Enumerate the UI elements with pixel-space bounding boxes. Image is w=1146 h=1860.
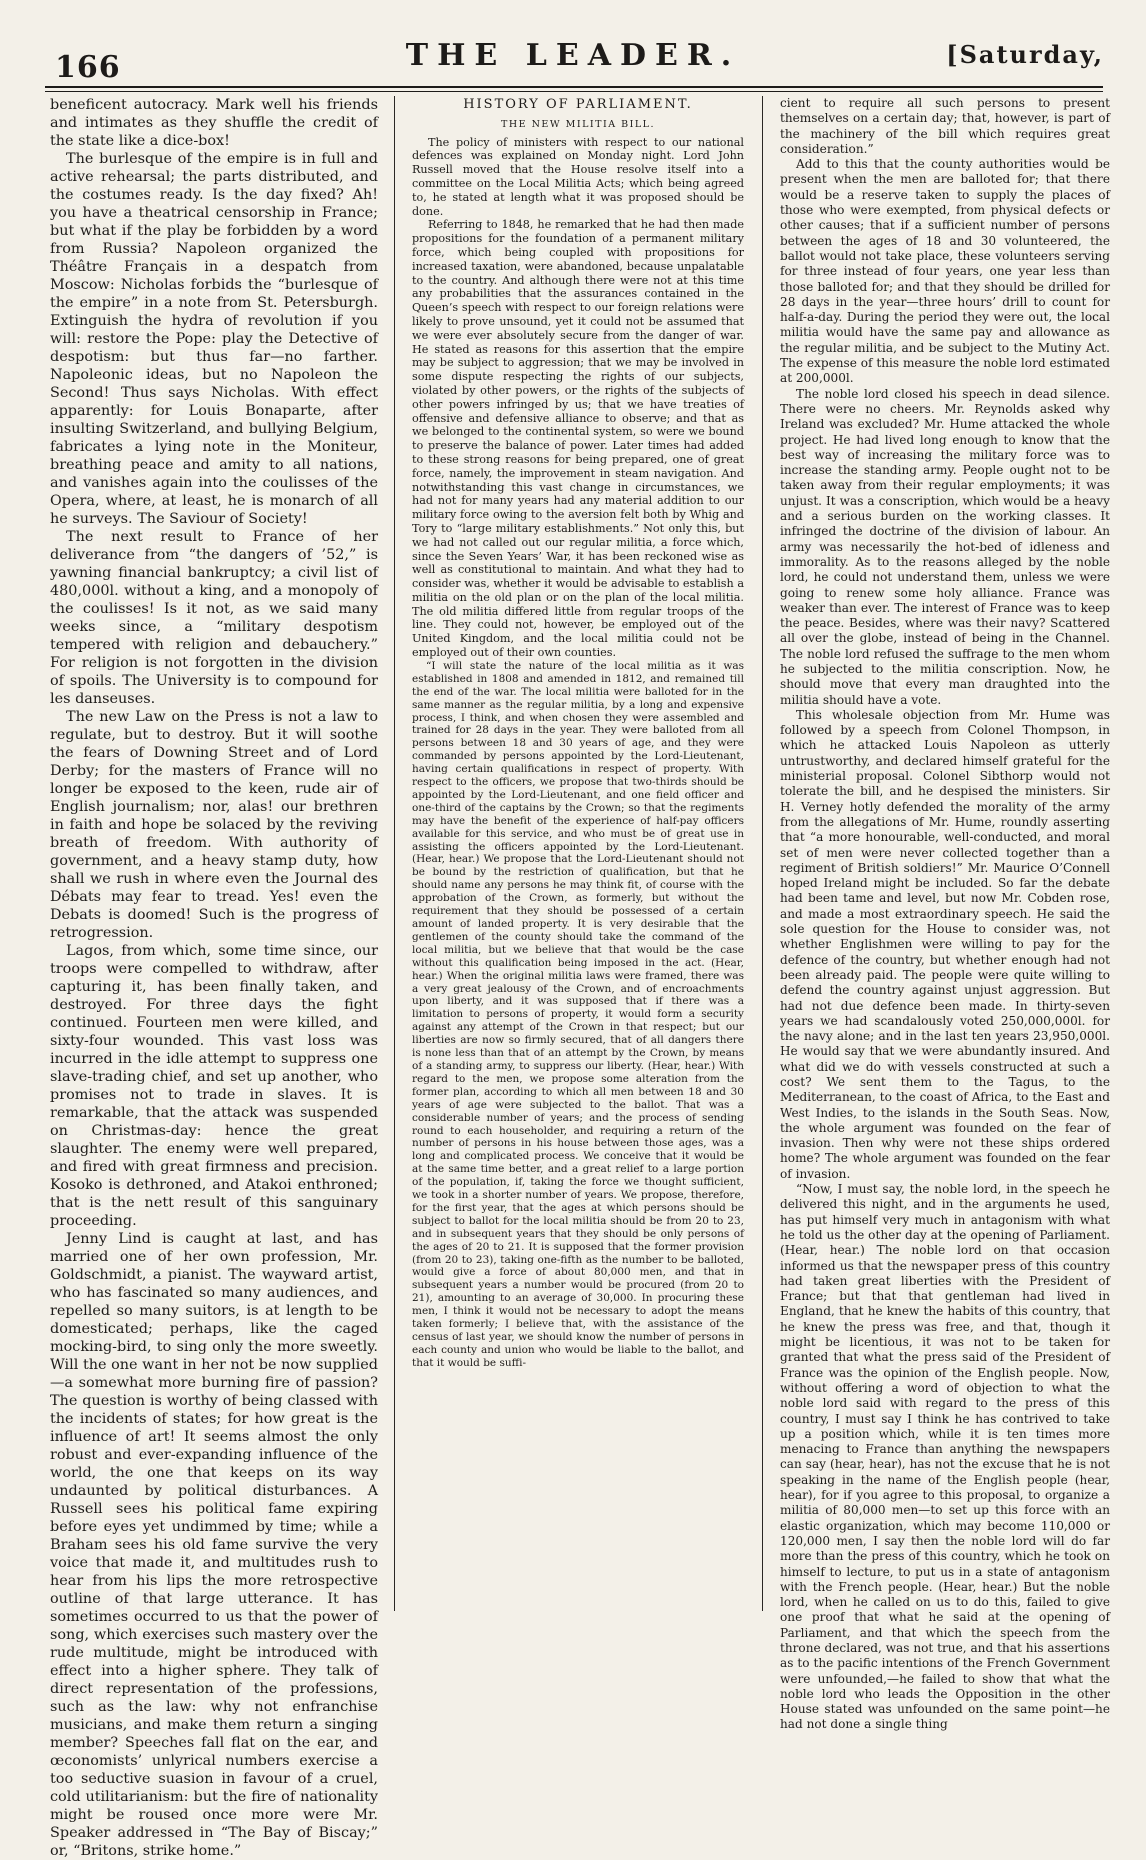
paragraph: The new Law on the Press is not a law to regulate, but to destroy. But it will soothe the fears of Downing Street and of Lord Derby; for the masters of France will no longer be exposed to the keen, rude air of English journalism; nor, alas! our brethren in faith and hope be solaced by the reviving breath of freedom. With authority of government, and a heavy stamp duty, how shall we rush in where even the Journal des Débats may fear to tread. Yes! even the Debats is doomed! Such is the progress of retrogression.	[50, 709, 378, 941]
article-subtitle: THE NEW MILITIA BILL.	[501, 118, 655, 130]
column-divider	[762, 96, 763, 1611]
column-left	[50, 96, 378, 1859]
paragraph: “Now, I must say, the noble lord, in the speech he delivered this night, and in the arguments he used, has put himself very much in antagonism with what he told us the other day at the opening of Parliament. (Hear, hear.) The noble lord on that occasion informed us that the newspaper press of this country had taken great liberties with the President of France; but that that gentleman had lived in England, that he knew the habits of this country, that he knew the press was free, and that, though it might be licentious, it was not to be taken for granted that what the press said of the President of France was the opinion of the English people. Now, without offering a word of objection to what the noble lord said with regard to the press of this country, I must say I think he has contrived to take up a position which, while it is ten times more menacing to France than anything the newspapers can say (hear, hear), has not the excuse that he is not speaking in the name of the English people (hear, hear), for if you agree to this proposal, to organize a militia of 80,000 men—to set up this force with an elastic organization, which may become 110,000 or 120,000 men, I say then the noble lord will do far more than the press of this country, which he took on himself to lecture, to put us in a state of antagonism with the French people. (Hear, hear.) But the noble lord, when he called on us to do this, failed to give one proof that what he said at the opening of Parliament, and that which the speech from the throne declared, was not true, and that his assertions as to the pacific intentions of the French Government were unfounded,—he failed to show that what the noble lord who leads the Opposition in the other House stated was unfounded on the same point—he had not done a single thing	[780, 1182, 1110, 1732]
header-day: [Saturday,	[946, 40, 1104, 69]
masthead-title: THE LEADER.	[405, 38, 741, 73]
page-header	[0, 0, 1146, 92]
paragraph: The burlesque of the empire is in full and active rehearsal; the parts distributed, and the costumes ready. Is the day fixed? Ah! you have a theatrical censorship in France; but what if the play be forbidden by a word from Russia? Napoleon organized the Théâtre Français in a despatch from Moscow: Nicholas forbids the “burlesque of the empire” in a note from St. Petersburgh. Extinguish the hydra of revolution if you will: restore the Pope: play the Detective of despotism: but thus far—no farther. Napoleonic ideas, but no Napoleon the Second! Thus says Nicholas. With effect apparently: for Louis Bonaparte, after insulting Switzerland, and bullying Belgium, fabricates a lying note in the Moniteur, breathing peace and amity to all nations, and vanishes again into the coulisses of the Opera, where, at least, he is monarch of all he surveys. The Saviour of Society!	[50, 151, 378, 527]
column-divider	[394, 96, 395, 1611]
quoted-speech: “I will state the nature of the local militia as it was established in 1808 and amended in 1812, and remained till the end of the war. The local militia were balloted for in the same manner as the regular militia, by a long and expensive process, I think, and when chosen they were assembled and trained for 28 days in the year. They were balloted from all persons between 18 and 30 years of age, and they were commanded by persons appointed by the Lord-Lieutenant, having certain qualifications in respect of property. With respect to the officers, we propose that two-thirds should be appointed by the Lord-Lieutenant, and one field officer and one-third of the captains by the Crown; so that the regiments may have the benefit of the experience of half-pay officers available for this service, and who must be of great use in assisting the officers appointed by the Lord-Lieutenant. (Hear, hear.) We propose that the Lord-Lieutenant should not be bound by the restriction of qualification, but that he should name any persons he may think fit, of course with the approbation of the Crown, as formerly, but without the requirement that they should be possessed of a certain amount of landed property. It is very desirable that the gentlemen of the county should take the command of the local militia, but we believe that that would be the case without this qualification being imposed in the act. (Hear, hear.) When the original militia laws were framed, there was a very great jealousy of the Crown, and of encroachments upon liberty, and it was supposed that if there was a limitation to persons of property, it would form a security against any attempt of the Crown in that respect; but our liberties are now so firmly secured, that of all dangers there is none less than that of an attempt by the Crown, by means of a standing army, to suppress our liberty. (Hear, hear.) With regard to the men, we propose some alteration from the former plan, according to which all men between 18 and 30 years of age were subjected to the ballot. That was a considerable number of years; and the process of sending round to each householder, and requiring a return of the number of persons in his house between those ages, was a long and complicated process. We conceive that it would be at the same time better, and a great relief to a large portion of the population, if, taking the force we thought sufficient, we took in a shorter number of years. We propose, therefore, for the first year, that the ages at which persons should be subject to ballot for the local militia should be from 20 to 23, and in subsequent years that they should be only persons of the ages of 20 to 21. It is supposed that the former provision (from 20 to 23), taking one-fifth as the number to be balloted, would give a force of about 80,000 men, and that in subsequent years a number would be procured (from 20 to 21), amounting to an average of 30,000. In procuring these men, I think it would not be necessary to adopt the means taken formerly; I believe that, with the assistance of the census of last year, we should know the number of persons in each county and union who would be liable to the ballot, and that it would be suffi-	[412, 659, 744, 1369]
column-right	[780, 96, 1110, 1732]
paragraph: The policy of ministers with respect to our national defences was explained on Monday night. Lord John Russell moved that the House resolve itself into a committee on the Local Militia Acts; which being agreed to, he stated at length what it was proposed should be done.	[412, 135, 744, 218]
header-rule-thin	[45, 91, 1103, 92]
paragraph: The noble lord closed his speech in dead silence. There were no cheers. Mr. Reynolds asked why Ireland was excluded? Mr. Hume attacked the whole project. He had lived long enough to know that the best way of increasing the military force was to increase the standing army. People ought not to be taken away from their regular employments; it was unjust. It was a conscription, which would be a heavy and a serious burden on the working classes. It infringed the doctrine of the division of labour. An army was necessarily the hot-bed of idleness and immorality. As to the reasons alleged by the noble lord, he could not understand them, unless we were going to renew some holy alliance. France was weaker than ever. The interest of France was to keep the peace. Besides, where was their navy? Scattered all over the globe, instead of being in the Channel. The noble lord refused the suffrage to the men whom he subjected to the militia conscription. Now, he should move that every man draughted into the militia should have a vote.	[780, 386, 1110, 707]
paragraph: Jenny Lind is caught at last, and has married one of her own profession, Mr. Goldschmidt, a pianist. The wayward artist, who has fascinated so many audiences, and repelled so many suitors, is at length to be domesticated; perhaps, like the caged mocking-bird, to sing only the more sweetly. Will the one want in her not be now supplied—a somewhat more burning fire of passion? The question is worthy of being classed with the incidents of states; for how great is the influence of art! It seems almost the only robust and ever-expanding influence of the world, the one that keeps on its way undaunted by political disturbances. A Russell sees his political fame expiring before eyes yet undimmed by time; while a Braham sees his old fame survive the very voice that made it, and multitudes rush to hear from his lips the more retrospective outline of that large utterance. It has sometimes occurred to us that the power of song, which exercises such mastery over the rude multitude, might be introduced with effect into a higher sphere. They talk of direct representation of the professions, such as the law: why not enfranchise musicians, and make them return a singing member? Speeches fall flat on the ear, and œconomists’ unlyrical numbers exercise a too seductive suasion in favour of a cruel, cold utilitarianism: but the fire of nationality might be roused once more were Mr. Speaker addressed in “The Bay of Biscay;” or, “Britons, strike home.”	[50, 1231, 378, 1859]
paragraph: Add to this that the county authorities would be present when the men are balloted for; that there would be a reserve taken to supply the places of those who were exempted, from physical defects or other causes; that if a sufficient number of persons between the ages of 18 and 30 volunteered, the ballot would not take place, these volunteers serving for three instead of four years, one year less than those balloted for; and that they should be drilled for 28 days in the year—three hours’ drill to count for half-a-day. During the period they were out, the local militia would have the same pay and allowance as the regular militia, and be subject to the Mutiny Act. The expense of this measure the noble lord estimated at 200,000l.	[780, 157, 1110, 386]
column-middle	[412, 96, 744, 1611]
paragraph: This wholesale objection from Mr. Hume was followed by a speech from Colonel Thompson, in which he attacked Louis Napoleon as utterly untrustworthy, and declared himself grateful for the ministerial proposal. Colonel Sibthorp would not tolerate the bill, and he despised the ministers. Sir H. Verney hotly defended the morality of the army from the allegations of Mr. Hume, roundly asserting that “a more honourable, well-conducted, and moral set of men were never collected together than a regiment of British soldiers!” Mr. Maurice O’Connell hoped Ireland might be included. So far the debate had been tame and level, but now Mr. Cobden rose, and made a most extraordinary speech. He said the sole question for the House to consider was, not whether Englishmen were willing to pay for the defence of the country, but whether enough had not been already paid. The people were quite willing to defend the country against unjust aggression. But had not due defence been made. In thirty-seven years we had scandalously voted 250,000,000l. for the navy alone; and in the last ten years 23,950,000l. He would say that we were abundantly insured. And what did we do with vessels constructed at such a cost? We sent them to the Tagus, to the Mediterranean, to the coast of Africa, to the East and West Indies, to the islands in the South Seas. Now, the whole argument was founded on the fear of invasion. Then why were not these ships ordered home? The whole argument was founded on the fear of invasion.	[780, 707, 1110, 1181]
paragraph: beneficent autocracy. Mark well his friends and intimates as they shuffle the credit of the state like a dice-box!	[50, 97, 378, 149]
section-heading: HISTORY OF PARLIAMENT.	[463, 97, 693, 112]
paragraph: cient to require all such persons to present themselves on a certain day; that, however, is part of the machinery of the bill which requires great consideration.”	[780, 96, 1110, 156]
paragraph: Lagos, from which, some time since, our troops were compelled to withdraw, after capturing it, has been finally taken, and destroyed. For three days the fight continued. Fourteen men were killed, and sixty-four wounded. This vast loss was incurred in the idle attempt to suppress one slave-trading chief, and set up another, who promises not to trade in slaves. It is remarkable, that the attack was suspended on Christmas-day: hence the great slaughter. The enemy were well prepared, and fired with great firmness and precision. Kosoko is dethroned, and Atakoi enthroned; that is the nett result of this sanguinary proceeding.	[50, 943, 378, 1229]
paragraph: The next result to France of her deliverance from “the dangers of ’52,” is yawning financial bankruptcy; a civil list of 480,000l. without a king, and a monopoly of the coulisses! Is it not, as we said many weeks since, a “military despotism tempered with religion and debauchery.” For religion is not forgotten in the division of spoils. The University is to compound for les danseuses.	[50, 529, 378, 707]
paragraph: Referring to 1848, he remarked that he had then made propositions for the foundation of a permanent military force, which being coupled with propositions for increased taxation, were abandoned, because unpalatable to the country. And although there were not at this time any probabilities that the assurances contained in the Queen’s speech with respect to our foreign relations were likely to prove unsound, yet it could not be assumed that we were ever absolutely secure from the danger of war. He stated as reasons for this assertion that the empire may be subject to aggression; that we may be involved in some dispute respecting the rights of our subjects, violated by other powers, or the rights of the subjects of other powers infringed by us; that we have treaties of offensive and defensive alliance to observe; and that as we belonged to the continental system, so were we bound to preserve the balance of power. Later times had added to these strong reasons for being prepared, one of great force, namely, the improvement in steam navigation. And notwithstanding this vast change in circumstances, we had not for many years had any material addition to our military force owing to the aversion felt both by Whig and Tory to “large military establishments.” Not only this, but we had not called out our regular militia, a force which, since the Seven Years’ War, it has been reckoned wise as well as constitutional to maintain. And what they had to consider was, whether it would be advisable to establish a militia on the old plan or on the plan of the local militia. The old militia differed little from regular troops of the line. They could not, however, be employed out of the United Kingdom, and the local militia could not be employed out of their own counties.	[412, 218, 744, 660]
page-number: 166	[55, 50, 121, 85]
header-rule	[45, 86, 1103, 88]
